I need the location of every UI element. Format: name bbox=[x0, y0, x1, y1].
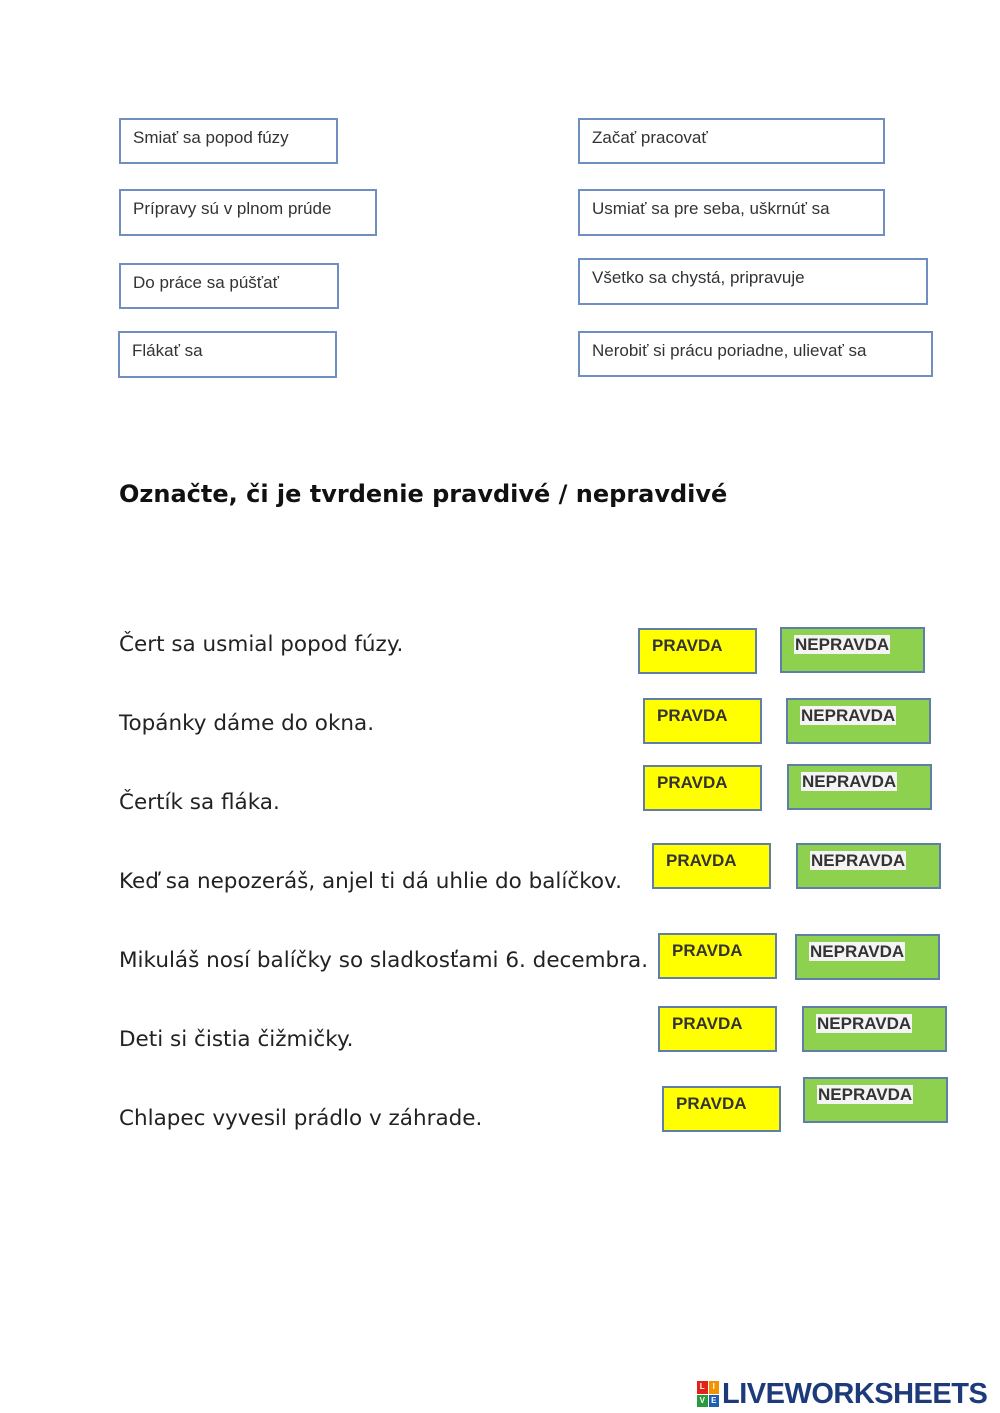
pravda-button-3[interactable]: PRAVDA bbox=[643, 765, 762, 811]
nepravda-label-2: NEPRAVDA bbox=[801, 706, 896, 725]
match-box-left-2[interactable]: Prípravy sú v plnom prúde bbox=[119, 189, 377, 236]
match-box-right-2[interactable]: Usmiať sa pre seba, uškrnúť sa bbox=[578, 189, 885, 236]
pravda-button-7[interactable]: PRAVDA bbox=[662, 1086, 781, 1132]
nepravda-button-6[interactable] bbox=[802, 1006, 947, 1052]
nepravda-label-5: NEPRAVDA bbox=[810, 942, 905, 961]
statement-1: Čert sa usmial popod fúzy. bbox=[119, 632, 404, 657]
section-heading: Označte, či je tvrdenie pravdivé / nepravdivé bbox=[119, 480, 728, 508]
statement-3: Čertík sa fláka. bbox=[119, 790, 280, 815]
statement-4: Keď sa nepozeráš, anjel ti dá uhlie do balíčkov. bbox=[119, 869, 622, 894]
logo-mark-v: V bbox=[697, 1395, 708, 1408]
nepravda-button-4[interactable] bbox=[796, 843, 941, 889]
logo-mark-i: I bbox=[709, 1381, 720, 1394]
nepravda-button-1[interactable] bbox=[780, 627, 925, 673]
match-box-right-1[interactable]: Začať pracovať bbox=[578, 118, 885, 164]
liveworksheets-logo bbox=[697, 1378, 987, 1410]
statement-7: Chlapec vyvesil prádlo v záhrade. bbox=[119, 1106, 483, 1131]
pravda-button-1[interactable]: PRAVDA bbox=[638, 628, 757, 674]
pravda-button-2[interactable]: PRAVDA bbox=[643, 698, 762, 744]
logo-mark-e: E bbox=[709, 1395, 720, 1408]
statement-5: Mikuláš nosí balíčky so sladkosťami 6. decembra. bbox=[119, 948, 649, 973]
nepravda-label-1: NEPRAVDA bbox=[795, 635, 890, 654]
logo-mark-l: L bbox=[697, 1381, 708, 1394]
nepravda-label-3: NEPRAVDA bbox=[802, 772, 897, 791]
nepravda-label-7: NEPRAVDA bbox=[818, 1085, 913, 1104]
match-box-right-4[interactable]: Nerobiť si prácu poriadne, ulievať sa bbox=[578, 331, 933, 377]
match-box-right-3[interactable]: Všetko sa chystá, pripravuje bbox=[578, 258, 928, 305]
nepravda-button-2[interactable] bbox=[786, 698, 931, 744]
match-box-left-4[interactable]: Flákať sa bbox=[118, 331, 337, 378]
match-box-left-1[interactable]: Smiať sa popod fúzy bbox=[119, 118, 338, 164]
pravda-button-4[interactable]: PRAVDA bbox=[652, 843, 771, 889]
nepravda-button-3[interactable] bbox=[787, 764, 932, 810]
nepravda-button-7[interactable] bbox=[803, 1077, 948, 1123]
match-box-left-3[interactable]: Do práce sa púšťať bbox=[119, 263, 339, 309]
pravda-button-6[interactable]: PRAVDA bbox=[658, 1006, 777, 1052]
statement-2: Topánky dáme do okna. bbox=[119, 711, 375, 736]
nepravda-label-4: NEPRAVDA bbox=[811, 851, 906, 870]
pravda-button-5[interactable]: PRAVDA bbox=[658, 933, 777, 979]
statement-6: Deti si čistia čižmičky. bbox=[119, 1027, 354, 1052]
logo-mark-icon bbox=[697, 1381, 719, 1407]
nepravda-label-6: NEPRAVDA bbox=[817, 1014, 912, 1033]
nepravda-button-5[interactable] bbox=[795, 934, 940, 980]
logo-text: LIVEWORKSHEETS bbox=[722, 1377, 988, 1410]
